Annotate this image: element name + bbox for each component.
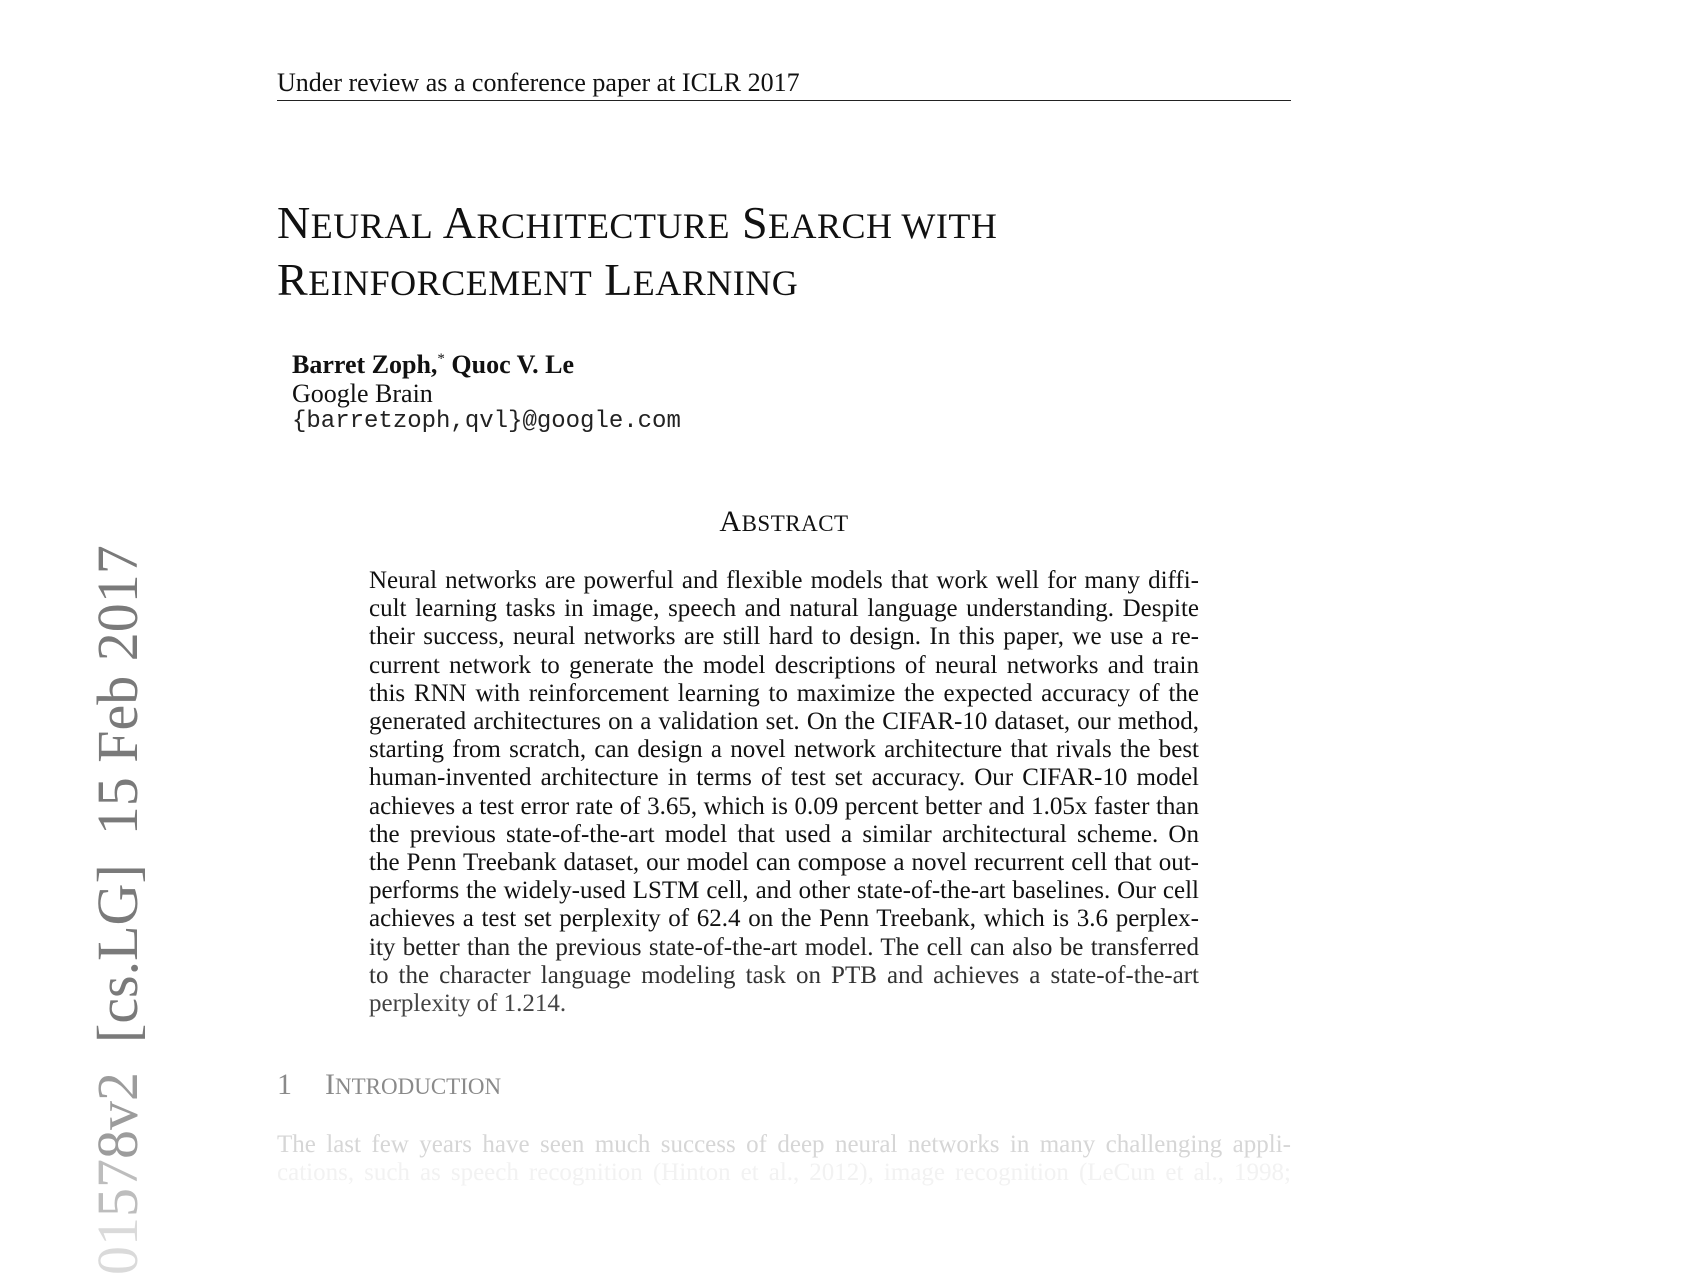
- introduction-body: [277, 1131, 1291, 1187]
- author-email: {barretzoph,qvl}@google.com: [292, 408, 681, 435]
- abstract-line: achieves a test error rate of 3.65, which is 0.09 percent better and 1.05x faster than: [369, 792, 1199, 820]
- intro-line: cations, such as speech recognition (Hinton et al., 2012), image recognition (LeCun et al., 1998;: [277, 1159, 1291, 1187]
- abstract-line: this RNN with reinforcement learning to maximize the expected accuracy of the: [369, 679, 1199, 707]
- abstract-line: Neural networks are powerful and flexible models that work well for many diffi-: [369, 567, 1199, 594]
- abstract-line: human-invented architecture in terms of test set accuracy. Our CIFAR-10 model: [369, 764, 1199, 792]
- abstract-heading-cap: A: [719, 505, 742, 538]
- title-word-rest: RCHITECTURE: [476, 206, 730, 246]
- abstract-line: perplexity of 1.214.: [369, 990, 567, 1018]
- section-heading-cap: I: [325, 1068, 335, 1101]
- title-word-cap: A: [442, 197, 477, 248]
- abstract-line: starting from scratch, can design a novel network architecture that rivals the best: [369, 736, 1199, 764]
- abstract-body: [369, 567, 1199, 1018]
- arxiv-id-fragment: 57: [85, 1159, 150, 1217]
- abstract-line: performs the widely-used LSTM cell, and other state-of-the-art baselines. Our cell: [369, 877, 1199, 905]
- arxiv-id-version: 8v2: [85, 1072, 150, 1159]
- title-word-rest: EARNING: [632, 263, 799, 303]
- abstract-line: generated architectures on a validation set. On the CIFAR-10 dataset, our method,: [369, 708, 1199, 736]
- author-first: Barret Zoph,: [292, 350, 438, 379]
- arxiv-date: 15 Feb 2017: [85, 545, 150, 836]
- abstract-heading-rest: BSTRACT: [741, 511, 849, 536]
- footnote-mark[interactable]: *: [437, 351, 445, 367]
- title-word-rest: EARCH WITH: [768, 206, 998, 246]
- abstract-line: achieves a test set perplexity of 62.4 on the Penn Treebank, which is 3.6 perplex-: [369, 905, 1199, 933]
- abstract-line: to the character language modeling task on PTB and achieves a state-of-the-art: [369, 961, 1199, 989]
- title-word-cap: L: [604, 254, 633, 305]
- title-word-cap: S: [741, 197, 769, 248]
- author-names: [292, 345, 681, 380]
- title-word-rest: EINFORCEMENT: [308, 263, 593, 303]
- title-word-cap: R: [277, 254, 309, 305]
- intro-line: The last few years have seen much success of deep neural networks in many challenging appli-: [277, 1131, 1291, 1158]
- section-heading-rest: NTRODUCTION: [335, 1074, 502, 1099]
- abstract-line: ity better than the previous state-of-the-art model. The cell can also be transferred: [369, 933, 1199, 961]
- title-word-rest: EURAL: [310, 206, 434, 246]
- abstract-line: the Penn Treebank dataset, our model can compose a novel recurrent cell that out-: [369, 849, 1199, 877]
- paper-title: [277, 196, 997, 310]
- arxiv-identifier-stamp: [85, 545, 150, 1275]
- title-line-1: [277, 196, 997, 253]
- section-number: 1: [277, 1068, 292, 1101]
- abstract-line: cult learning tasks in image, speech and natural language understanding. Despite: [369, 595, 1199, 623]
- arxiv-id-fragment: 01: [85, 1217, 150, 1275]
- author-second: Quoc V. Le: [451, 350, 574, 379]
- author-block: [292, 345, 681, 437]
- section-heading-introduction: [277, 1068, 501, 1104]
- arxiv-category: [cs.LG]: [85, 864, 150, 1043]
- abstract-heading: [0, 505, 1568, 541]
- title-word-cap: N: [277, 197, 311, 248]
- title-line-2: [277, 253, 997, 310]
- affiliation: Google Brain: [292, 378, 433, 408]
- abstract-line: the previous state-of-the-art model that used a similar architectural scheme. On: [369, 820, 1199, 848]
- abstract-line: current network to generate the model descriptions of neural networks and train: [369, 651, 1199, 679]
- abstract-line: their success, neural networks are still hard to design. In this paper, we use a re-: [369, 623, 1199, 651]
- running-head: Under review as a conference paper at ICLR 2017: [277, 68, 1291, 101]
